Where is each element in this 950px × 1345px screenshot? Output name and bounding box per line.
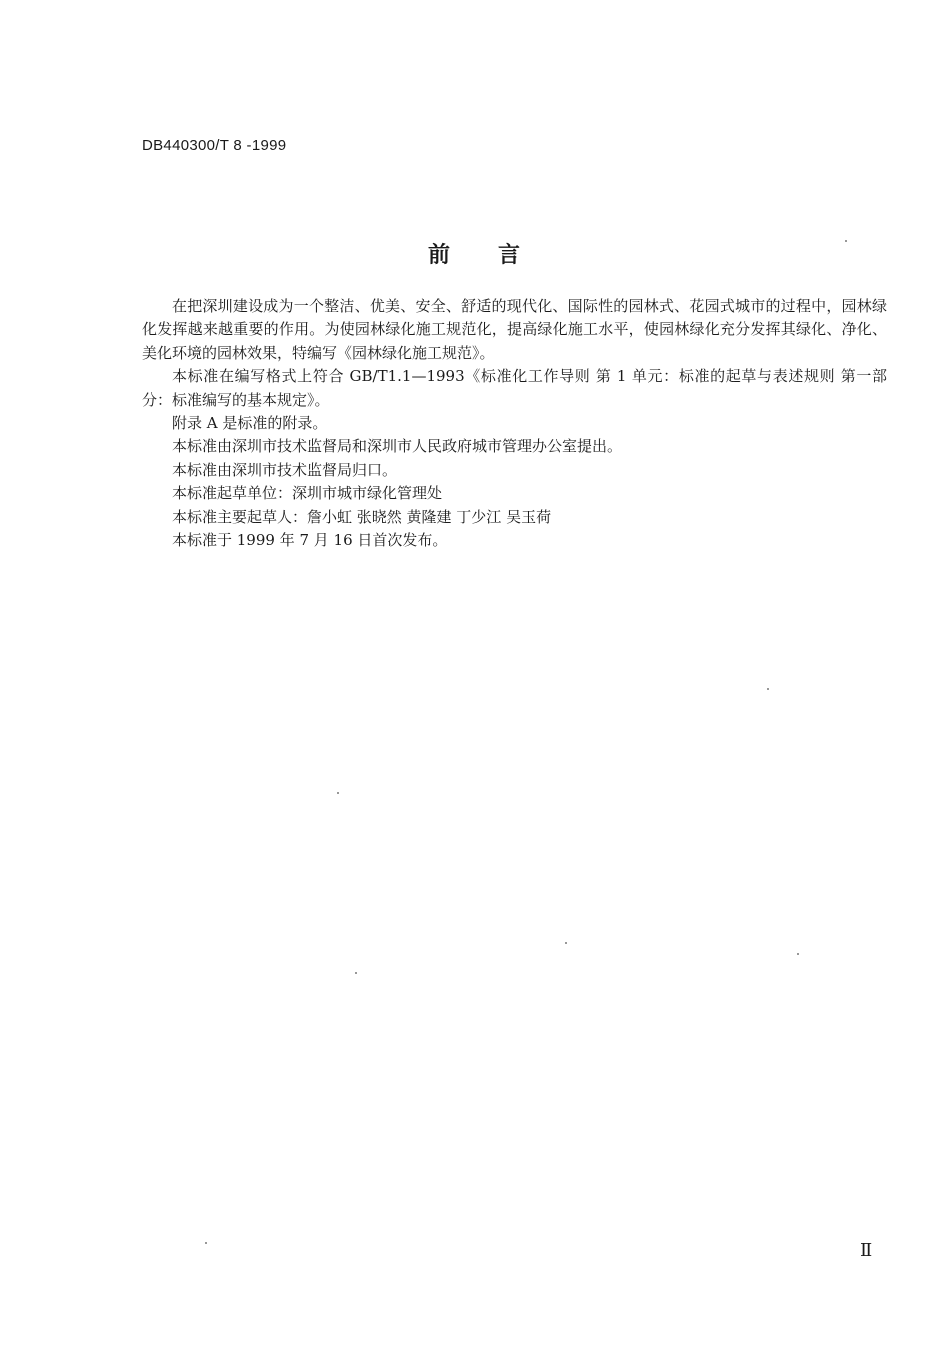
scan-speck <box>565 942 567 944</box>
document-code: DB440300/T 8 -1999 <box>142 137 287 154</box>
scan-speck <box>205 1242 207 1244</box>
paragraph-drafting-unit: 本标准起草单位：深圳市城市绿化管理处 <box>172 484 443 503</box>
title-char-1: 前 <box>427 243 452 268</box>
foreword-body <box>142 295 887 552</box>
page-title <box>0 238 950 269</box>
scan-speck <box>845 240 847 242</box>
title-char-2: 言 <box>498 243 523 268</box>
paragraph-proposer: 本标准由深圳市技术监督局和深圳市人民政府城市管理办公室提出。 <box>172 437 623 456</box>
paragraph-intro: 在把深圳建设成为一个整洁、优美、安全、舒适的现代化、国际性的园林式、花园式城市的过程中，园林绿化发挥越来越重要的作用。为使园林绿化施工规范化，提高绿化施工水平，使园林绿化充分发挥其绿化、净化、美化环境的园林效果，特编写《园林绿化施工规范》。 <box>142 297 887 362</box>
scan-speck <box>355 972 357 974</box>
paragraph-appendix: 附录 A 是标准的附录。 <box>172 414 328 433</box>
scan-speck <box>337 792 339 794</box>
scan-speck <box>797 953 799 955</box>
paragraph-drafters: 本标准主要起草人：詹小虹 张晓然 黄隆建 丁少江 吴玉荷 <box>172 507 552 526</box>
scan-speck <box>767 688 769 690</box>
paragraph-release-date: 本标准于 1999 年 7 月 16 日首次发布。 <box>172 531 448 550</box>
paragraph-format: 本标准在编写格式上符合 GB/T1.1—1993《标准化工作导则 第 1 单元：标准的起草与表述规则 第一部分：标准编写的基本规定》。 <box>142 367 887 409</box>
page-number: Ⅱ <box>860 1240 873 1261</box>
paragraph-administrator: 本标准由深圳市技术监督局归口。 <box>172 460 398 479</box>
